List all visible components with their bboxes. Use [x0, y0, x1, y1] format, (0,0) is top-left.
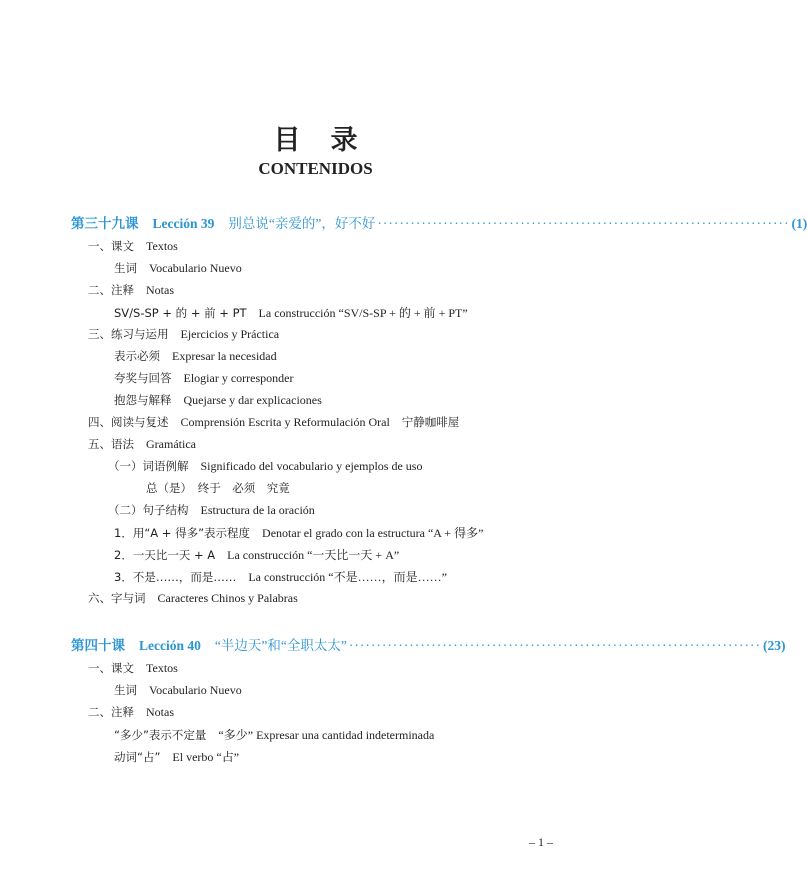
- lesson-name: 别总说“亲爱的”，好不好: [228, 216, 376, 231]
- toc-entry: 表示必须 Expresar la necesidad: [114, 349, 277, 363]
- toc-entry: （一）词语例解 Significado del vocabulario y ejemplos de uso: [108, 459, 423, 473]
- toc-entry: 夸奖与回答 Elogiar y corresponder: [114, 371, 294, 385]
- toc-entry: SV/S-SP + 的 + 前 + PT La construcción “SV/S-SP + 的 + 前 + PT”: [114, 306, 468, 320]
- toc-entry: 动词“占” El verbo “占”: [114, 750, 240, 764]
- lesson-code: Lección 40: [139, 638, 201, 653]
- toc-entry: 三、练习与运用 Ejercicios y Práctica: [88, 327, 280, 341]
- page-title-spanish: CONTENIDOS: [258, 159, 373, 178]
- toc-entry: 六、字与词 Caracteres Chinos y Palabras: [88, 591, 298, 605]
- toc-entry: 二、注释 Notas: [88, 705, 174, 719]
- toc-entry: 3．不是……，而是…… La construcción “不是……，而是……”: [114, 570, 447, 584]
- toc-entry: （二）句子结构 Estructura de la oración: [108, 503, 315, 517]
- leader-dots: ···········································································: [377, 216, 790, 231]
- toc-entry: 四、阅读与复述 Comprensión Escrita y Reformulación Oral 宁静咖啡屋: [88, 415, 460, 429]
- toc-entry: 2．一天比一天 + A La construcción “一天比一天 + A”: [114, 548, 400, 562]
- lesson-name: “半边天”和“全职太太”: [214, 638, 347, 653]
- lesson-page: (1): [791, 216, 807, 231]
- toc-entry: 五、语法 Gramática: [88, 437, 196, 451]
- lesson-number: 第四十课: [71, 638, 125, 653]
- toc-entry: 1．用“A + 得多”表示程度 Denotar el grado con la estructura “A + 得多”: [114, 526, 484, 540]
- toc-entry: “多少”表示不定量 “多少” Expresar una cantidad indeterminada: [114, 728, 435, 742]
- lesson-40-heading[interactable]: [71, 634, 786, 654]
- toc-entry: 生词 Vocabulario Nuevo: [114, 261, 242, 275]
- toc-entry: 生词 Vocabulario Nuevo: [114, 683, 242, 697]
- toc-entry: 二、注释 Notas: [88, 283, 174, 297]
- toc-entry: 总（是） 终于 必须 究竟: [146, 481, 290, 495]
- toc-entry: 一、课文 Textos: [88, 239, 178, 253]
- page-title-chinese: 目录: [273, 125, 388, 156]
- page-number: – 1 –: [529, 835, 553, 849]
- lesson-page: (23): [763, 638, 786, 653]
- lesson-39-heading[interactable]: [71, 212, 807, 232]
- toc-entry: 抱怨与解释 Quejarse y dar explicaciones: [114, 393, 322, 407]
- toc-entry: 一、课文 Textos: [88, 661, 178, 675]
- lesson-number: 第三十九课: [71, 216, 139, 231]
- lesson-code: Lección 39: [152, 216, 215, 231]
- leader-dots: ···········································································: [348, 638, 762, 653]
